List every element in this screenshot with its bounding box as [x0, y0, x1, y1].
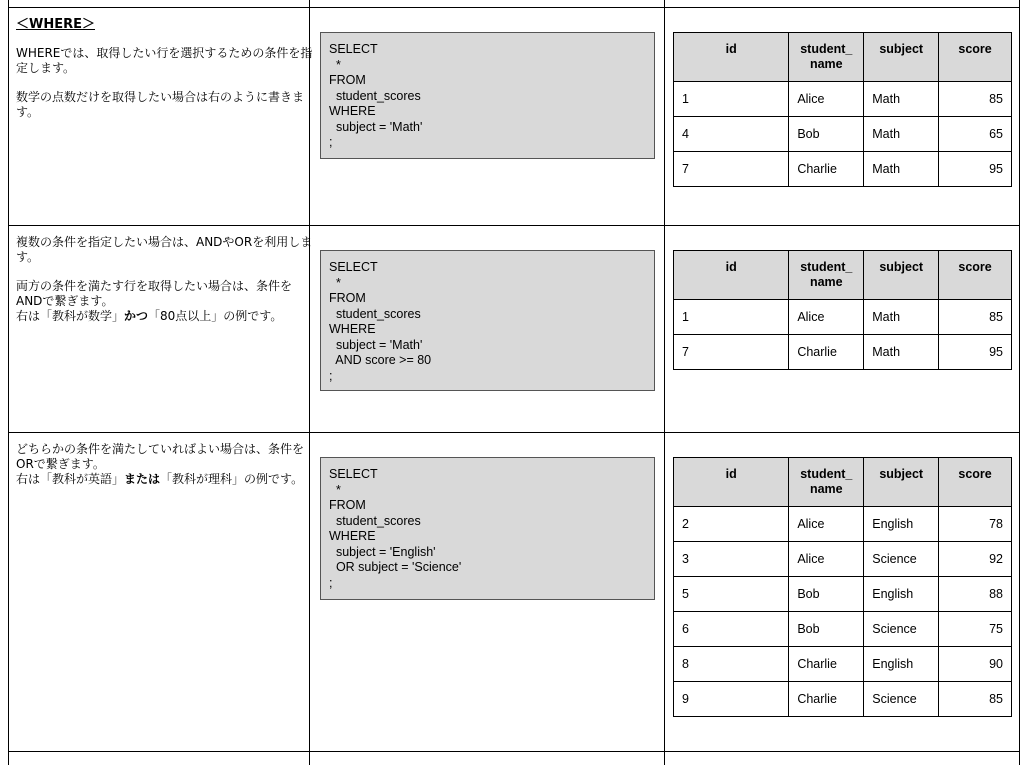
cell-id: 1 — [674, 300, 789, 335]
sql-code-block — [320, 457, 655, 600]
code-line: FROM — [329, 73, 366, 87]
code-line: AND score >= 80 — [329, 353, 432, 367]
cell-id: 1 — [674, 82, 789, 117]
code-line: * — [329, 275, 341, 290]
cell-subject: Science — [864, 542, 939, 577]
table-row — [674, 82, 1012, 117]
example-text — [16, 472, 317, 487]
column-header-id: id — [674, 33, 789, 82]
column-header-score: score — [939, 251, 1012, 300]
cell-score: 85 — [939, 82, 1012, 117]
section-heading: ＜WHERE＞ — [16, 17, 95, 32]
cell-id: 6 — [674, 612, 789, 647]
code-line: student_scores — [329, 88, 421, 103]
code-line: WHERE — [329, 529, 376, 543]
cell-student-name: Alice — [789, 507, 864, 542]
cell-id: 3 — [674, 542, 789, 577]
code-line: SELECT — [329, 467, 378, 481]
cell-student-name: Alice — [789, 542, 864, 577]
cell-student-name: Charlie — [789, 647, 864, 682]
code-line: * — [329, 482, 341, 497]
table-row — [674, 300, 1012, 335]
cell-score: 88 — [939, 577, 1012, 612]
code-line: SELECT — [329, 260, 378, 274]
cell-id: 5 — [674, 577, 789, 612]
cell-student-name: Alice — [789, 300, 864, 335]
code-line: FROM — [329, 291, 366, 305]
table-row — [674, 152, 1012, 187]
table-row — [674, 612, 1012, 647]
table-row — [674, 577, 1012, 612]
cell-id: 7 — [674, 335, 789, 370]
column-header-id: id — [674, 458, 789, 507]
code-line: OR subject = 'Science' — [329, 560, 462, 574]
code-line: WHERE — [329, 104, 376, 118]
cell-score: 95 — [939, 152, 1012, 187]
explanation-text: どちらかの条件を満たしていればよい場合は、条件をORで繋ぎます。 — [16, 442, 305, 471]
cell-id: 2 — [674, 507, 789, 542]
code-line: ; — [329, 368, 333, 383]
explanation-text: 数学の点数だけを取得したい場合は右のように書きます。 — [16, 90, 305, 119]
cell-subject: English — [864, 507, 939, 542]
column-header-score: score — [939, 33, 1012, 82]
column-header-student-name: student_ name — [789, 33, 864, 82]
table-header-row — [674, 458, 1012, 507]
cell-subject: Math — [864, 300, 939, 335]
cell-score: 92 — [939, 542, 1012, 577]
example-text-bold: かつ — [124, 309, 149, 323]
table-row — [674, 542, 1012, 577]
cell-student-name: Bob — [789, 577, 864, 612]
cell-id: 4 — [674, 117, 789, 152]
cell-subject: Math — [864, 117, 939, 152]
section-where-or — [8, 433, 1020, 751]
column-header-score: score — [939, 458, 1012, 507]
code-line: student_scores — [329, 513, 421, 528]
cell-score: 65 — [939, 117, 1012, 152]
example-text — [16, 309, 317, 324]
column-header-id: id — [674, 251, 789, 300]
code-line: subject = 'Math' — [329, 337, 423, 352]
cell-id: 9 — [674, 682, 789, 717]
table-header-row — [674, 251, 1012, 300]
cell-id: 8 — [674, 647, 789, 682]
code-line: * — [329, 57, 341, 72]
sql-code-block — [320, 32, 655, 159]
explanation-text: 両方の条件を満たす行を取得したい場合は、条件をANDで繋ぎます。 — [16, 279, 293, 308]
result-table — [673, 250, 1012, 370]
example-text-bold: または — [124, 472, 161, 486]
table-row — [674, 647, 1012, 682]
cell-student-name: Alice — [789, 82, 864, 117]
result-table — [673, 457, 1012, 717]
explanation-cell — [8, 226, 325, 333]
cell-subject: Math — [864, 82, 939, 117]
section-where-and — [8, 226, 1020, 432]
code-line: SELECT — [329, 42, 378, 56]
column-header-student-name: student_ name — [789, 458, 864, 507]
explanation-text: WHEREでは、取得したい行を選択するための条件を指定します。 — [16, 46, 313, 75]
result-table — [673, 32, 1012, 187]
code-line: student_scores — [329, 306, 421, 321]
cell-student-name: Bob — [789, 612, 864, 647]
cell-score: 75 — [939, 612, 1012, 647]
code-line: WHERE — [329, 322, 376, 336]
example-text-post: 「教科が理科」の例です。 — [160, 472, 304, 486]
example-text-pre: 右は「教科が英語」 — [16, 472, 125, 486]
table-row — [674, 335, 1012, 370]
cell-student-name: Charlie — [789, 682, 864, 717]
column-header-subject: subject — [864, 33, 939, 82]
explanation-text: 複数の条件を指定したい場合は、ANDやORを利用します。 — [16, 235, 313, 264]
example-text-post: 「80点以上」の例です。 — [148, 309, 283, 323]
cell-subject: Math — [864, 152, 939, 187]
cell-score: 78 — [939, 507, 1012, 542]
cell-student-name: Charlie — [789, 152, 864, 187]
cell-subject: English — [864, 647, 939, 682]
table-row — [674, 117, 1012, 152]
cell-score: 95 — [939, 335, 1012, 370]
cell-student-name: Charlie — [789, 335, 864, 370]
cell-subject: English — [864, 577, 939, 612]
cell-score: 90 — [939, 647, 1012, 682]
code-line: ; — [329, 575, 333, 590]
cell-subject: Science — [864, 682, 939, 717]
cell-subject: Math — [864, 335, 939, 370]
grid-line — [8, 751, 1020, 752]
code-line: ; — [329, 135, 333, 149]
example-text-pre: 右は「教科が数学」 — [16, 309, 125, 323]
explanation-cell — [8, 433, 325, 496]
code-line: subject = 'Math' — [329, 119, 423, 134]
table-header-row — [674, 33, 1012, 82]
table-row — [674, 682, 1012, 717]
code-line: subject = 'English' — [329, 544, 436, 559]
code-line: FROM — [329, 498, 366, 512]
table-row — [674, 507, 1012, 542]
sql-code-block — [320, 250, 655, 391]
explanation-cell — [8, 8, 325, 143]
cell-subject: Science — [864, 612, 939, 647]
column-header-subject: subject — [864, 458, 939, 507]
column-header-student-name: student_ name — [789, 251, 864, 300]
cell-id: 7 — [674, 152, 789, 187]
column-header-subject: subject — [864, 251, 939, 300]
cell-score: 85 — [939, 300, 1012, 335]
section-where-basic — [8, 8, 1020, 225]
cell-student-name: Bob — [789, 117, 864, 152]
cell-score: 85 — [939, 682, 1012, 717]
